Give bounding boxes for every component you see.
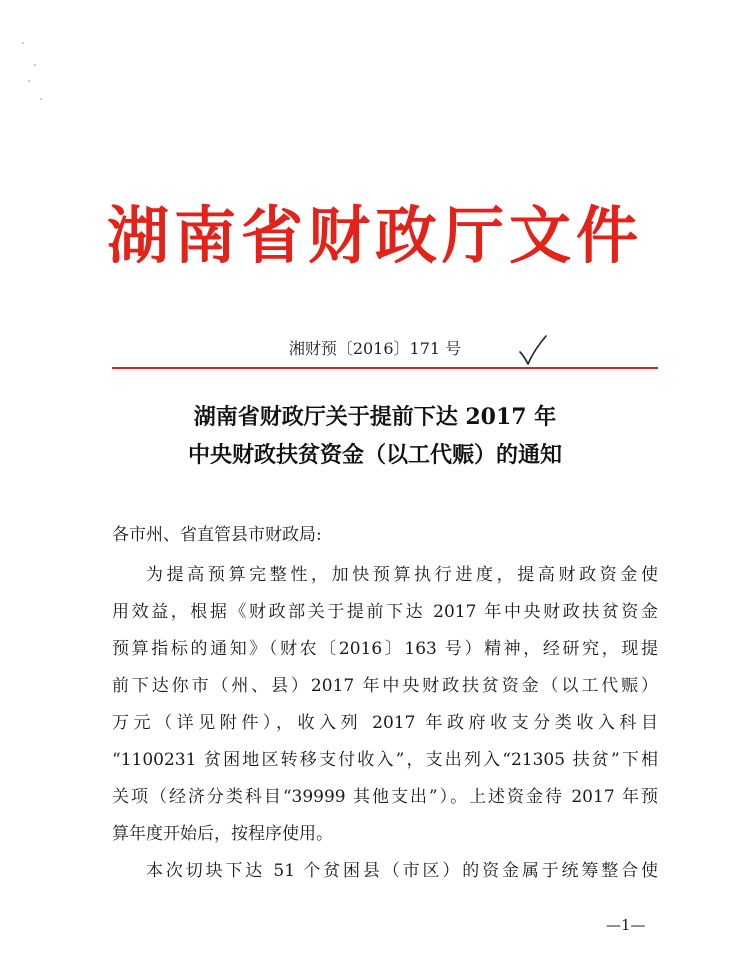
document-number: 湘财预〔2016〕171 号 [288,339,462,358]
notice-title-line-1: 湖南省财政厅关于提前下达 2017 年 [193,404,557,430]
agency-title: 湖南省财政厅文件 [106,199,643,272]
body-line: “1100231 贫困地区转移支付收入”，支出列入“21305 扶贫”下相 [112,750,658,770]
red-divider-line [112,367,658,369]
notice-title [0,398,750,474]
page-number: —1— [606,916,646,934]
body-line: 关项（经济分类科目“39999 其他支出”）。上述资金待 2017 年预 [112,787,658,807]
notice-title-line-2: 中央财政扶贫资金（以工代赈）的通知 [187,442,562,468]
body-text [112,557,658,890]
handwritten-checkmark [518,334,548,368]
body-line: 预算指标的通知》（财农〔2016〕163 号）精神，经研究，现提 [112,639,658,659]
salutation: 各市州、省直管县市财政局: [112,525,322,545]
body-line: 前下达你市（州、县）2017 年中央财政扶贫资金（以工代赈） [112,676,658,696]
body-line: 算年度开始后，按程序使用。 [112,824,333,844]
scan-specks [20,40,50,110]
body-line: 用效益，根据《财政部关于提前下达 2017 年中央财政扶贫资金 [112,602,658,622]
body-line: 为提高预算完整性，加快预算执行进度，提高财政资金使 [146,565,658,585]
body-line: 万元（详见附件），收入列 2017 年政府收支分类收入科目 [112,713,658,733]
body-line: 本次切块下达 51 个贫困县（市区）的资金属于统筹整合使 [146,861,658,881]
